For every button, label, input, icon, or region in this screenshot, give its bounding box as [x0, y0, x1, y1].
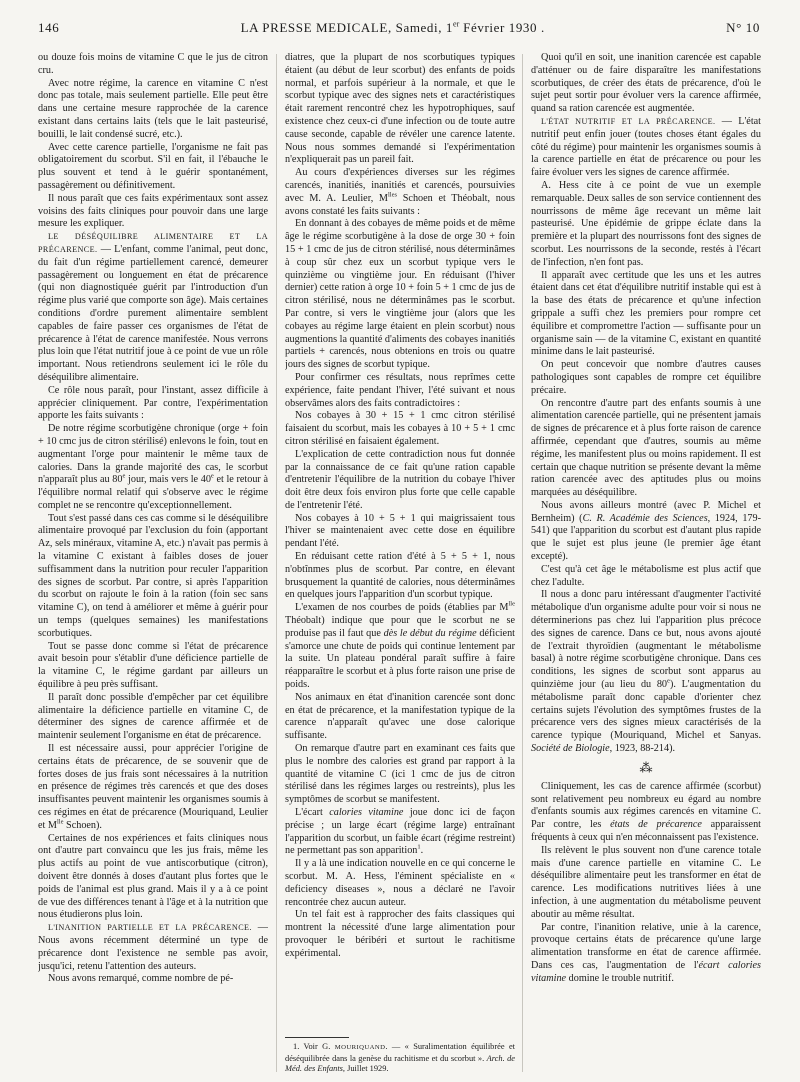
paragraph	[531, 52, 761, 116]
paragraph	[285, 807, 515, 858]
paragraph	[38, 692, 268, 743]
section-separator	[531, 761, 761, 777]
paragraph	[38, 513, 268, 641]
superscript: e	[210, 472, 214, 480]
text-run: On rencontre d'autre part des enfants soumis à une alimentation carencée partielle, qui ne présentent jamais de signes de précarence et à plus forte raison de carence affirmée, cependant que d'autres, soumis au même régime, les manifestent plus ou moins rapidement. Il est certain que chaque nutrition se présente devant la même ration carencée avec des aptitudes plus ou moins marquées au déséquilibre.	[531, 397, 761, 499]
text-run: Tout se passe donc comme si l'état de précarence avait besoin pour s'établir d'une déficience partielle de la vitamine C, le régime gardant par ailleurs un équilibre à peu près suffisant.	[38, 640, 268, 691]
text-column-middle	[285, 52, 515, 1074]
paragraph	[285, 602, 515, 692]
paragraph	[285, 167, 515, 218]
text-run: Nos cobayes à 30 + 15 + 1 cmc citron stérilisé faisaient du scorbut, mais les cobayes à 10 + 5 + 1 cmc citron stérilisé en faisaient également.	[285, 410, 515, 447]
issue-number: N° 10	[726, 20, 760, 35]
text-run: Il nous paraît que ces faits expérimentaux sont assez voisins des faits cliniques pour pouvoir dans une large mesure les expliquer.	[38, 192, 268, 230]
column-body	[38, 52, 268, 1074]
superscript: lle	[56, 818, 64, 826]
text-column-right	[531, 52, 761, 1074]
paragraph	[531, 845, 761, 922]
text-run: Nous avons ailleurs montré (avec P. Michel et Bernheim) (	[531, 499, 761, 524]
text-run: , 1924, 179-541) que l'apparition du scorbut est d'autant plus rapide que le sujet est plus jeune (le premier âge étant excepté).	[531, 512, 761, 563]
section-heading: L'INANITION PARTIELLE ET LA PRÉCARENCE.	[48, 923, 252, 933]
paragraph	[38, 973, 268, 986]
text-run: . — « Suralimentation équilibrée et déséquilibrée dans la genèse du rachitisme et du scorbut ».	[285, 1042, 515, 1063]
text-run: Au cours d'expériences diverses sur les régimes carencés, inanitiés, inanitiés et carencés, poursuivies avec M. A. Leulier, M	[285, 167, 515, 204]
italic-text: C. R. Académie des Sciences	[582, 512, 708, 524]
text-run: Quoi qu'il en soit, une inanition carencée est capable d'atténuer ou de faire disparaître les manifestations scorbutiques, de créer des états de précarence, d'où le sujet peut sortir pour évoluer vers la carence affirmée, quand sa ration carencée est augmentée.	[531, 52, 761, 115]
text-run: ou douze fois moins de vitamine C que le jus de citron cru.	[38, 52, 268, 76]
column-rule	[522, 54, 523, 1072]
text-run: ⁂	[639, 760, 653, 776]
paragraph	[38, 385, 268, 423]
text-run: jour, mais vers le 40	[125, 474, 211, 486]
paragraph	[531, 270, 761, 360]
paragraph	[531, 500, 761, 564]
paragraph	[38, 641, 268, 692]
text-run: Il paraît donc possible d'empêcher par cet équilibre alimentaire la déficience partielle en vitamine C, de déterminer des signes de carence affirmée et de maintenir seulement l'organisme en état de précarence.	[38, 691, 268, 742]
paragraph	[38, 423, 268, 513]
text-run: Pour confirmer ces résultats, nous reprîmes cette expérience, faite pendant l'hiver, l'été suivant et nous observâmes alors des faits contradictoires :	[285, 371, 515, 409]
superscript: lles	[388, 191, 398, 199]
footnote	[285, 1042, 515, 1074]
text-run: Avec cette carence partielle, l'organisme ne fait pas obligatoirement du scorbut. S'il en fait, il l'ébauche le plus souvent et tend à le guérir spontanément, passagèrement ou définitivement.	[38, 141, 268, 191]
superscript: e	[122, 472, 126, 480]
paragraph	[285, 551, 515, 602]
text-run: Schoen et Théobalt, nous avons constaté les faits suivants :	[285, 192, 515, 217]
text-run: Un tel fait est à rapprocher des faits classiques qui montrent la nécessité d'une large alimentation pour provoquer le béribéri et surtout le rachitisme expérimental.	[285, 909, 515, 959]
superscript: 1	[417, 844, 421, 852]
text-run: Il nous a donc paru intéressant d'augmenter l'activité métabolique d'un organisme adulte pour voir si nous ne déterminerions pas chez lui l'apparition plus précoce des signes de carence. Dans ce but, nous avons ajouté de l'extrait thyroïdien (augmentant le métabolisme basal) à notre régime scorbutigène chronique. Dans ces conditions, les signes de scorbut sont apparus au quinzième jour (au lieu du 80	[531, 589, 761, 691]
text-run: — L'enfant, comme l'animal, peut donc, du fait d'un régime partiellement carencé, demeurer passagèrement ou longuement en état de précarence (qui non diagnostiquée guérit par l'introduction d'un régime plus varié que comporte son âge). Mais certaines conditions d'ordre purement alimentaire semblent capables de faire passer ces organismes de l'état de précarence à l'état de carence manifestée. Nous verrons plus loin que l'état nutritif joue à ce point de vue un rôle important. Nous retiendrons seulement ici le rôle du déséquilibre alimentaire.	[38, 243, 268, 383]
text-run: De notre régime scorbutigène chronique (orge + foin + 10 cmc jus de citron stérilisé) enlevons le foin, tout en augmentant l'orge pour maintenir le même taux de calories. Dans la grande majorité des cas, le scorbut n'apparaît plus au 80	[38, 423, 268, 486]
footnotes	[285, 1031, 515, 1074]
paragraph	[531, 922, 761, 986]
text-run: Avec notre régime, la carence en vitamine C n'est donc pas totale, mais seulement partielle. Elle peut être dans une certaine mesure rapprochée de la carence existant dans certains laits (tels que le lait pasteurisé, bouilli, le lait condensé sucré, etc.).	[38, 77, 268, 140]
paragraph	[531, 359, 761, 397]
footnote-rule	[285, 1037, 349, 1038]
text-run: et le retour à l'équilibre normal relatif qui s'observe avec le régime complet ne se rencontre qu'exceptionnellement.	[38, 474, 268, 511]
text-run: Il est nécessaire aussi, pour apprécier l'origine de certains états de précarence, de se souvenir que de fortes doses de jus frais sont nécessaires à la nutrition en présence de régimes très carencés et que des doses insuffisantes peuvent maintenir les organismes soumis à ces régimes en état de précarence (Mouriquand, Leulier et M	[38, 743, 268, 831]
paragraph	[38, 743, 268, 833]
text-run: Ils relèvent le plus souvent non d'une carence totale mais d'une carence partielle en vitamine C. Le déséquilibre alimentaire peut les transformer en état de carence. Les modifications nutritives liées à une infection, à une augmentation du métabolisme peuvent aboutir au même résultat.	[531, 844, 761, 920]
superscript: e	[667, 677, 670, 685]
paragraph	[531, 781, 761, 845]
column-body	[285, 52, 515, 1031]
text-run: L'explication de cette contradiction nous fut donnée par la connaissance de ce fait qu'une ration capable d'entretenir l'équilibre de la nutrition du cobaye l'hiver doit être deux fois environ plus forte que celle capable de l'entretenir l'été.	[285, 448, 515, 511]
text-run: On peut concevoir que nombre d'autres causes pathologiques sont capables de rompre cet équilibre précaire.	[531, 359, 761, 396]
text-run: déficient s'amorce une chute de poids qui continue lentement par la suite. Un plateau pondéral paraît suffire à faire réapparaître le scorbut et à plus forte raison une prise de poids.	[285, 627, 515, 691]
page-header	[38, 20, 760, 40]
paragraph	[285, 743, 515, 807]
paragraph	[531, 564, 761, 590]
paragraph	[285, 218, 515, 372]
paragraph	[531, 398, 761, 500]
paragraph	[285, 449, 515, 513]
text-run: En réduisant cette ration d'été à 5 + 5 + 1, nous n'obtînmes plus de scorbut. Par contre, en élevant brusquement la quantité de calories, nous déterminâmes en quelques jours l'apparition d'un scorbut typique.	[285, 551, 515, 601]
text-run: Tout s'est passé dans ces cas comme si le déséquilibre alimentaire provoqué par l'exclusion du foin (apportant Az, sels minéraux, vitamine A, etc.) n'avait pas permis à la vitamine C existant à faibles doses de jouer suffisamment dans la nutrition pour reculer l'apparition des signes de scorbut. Par contre, si après l'apparition du scorbut on rajoute le foin à la ration (foin sec sans vitamine C), on tend à améliorer et même à guérir pour un temps (quelques semaines) les manifestations scorbutiques.	[38, 512, 268, 639]
section-heading: MOURIQUAND	[334, 1044, 386, 1052]
paragraph	[38, 78, 268, 142]
section-heading: L'ÉTAT NUTRITIF ET LA PRÉCARENCE.	[541, 116, 716, 126]
text-run: Nous avons remarqué, comme nombre de pé-	[48, 973, 234, 985]
text-run: On remarque d'autre part en examinant ces faits que plus le nombre des calories est grand par rapport à la quantité de vitamine C (ici 1 cmc de jus de citron stérilisé dans les régimes larges ou restreints), plus les symptômes de scorbut se manifestent.	[285, 743, 515, 806]
text-run: Théobalt) indique que pour que le scorbut ne se produise pas il faut que	[285, 615, 515, 639]
paragraph	[285, 513, 515, 551]
text-run: Cliniquement, les cas de carence affirmée (scorbut) sont relativement peu nombreux eu égard au nombre d'enfants soumis aux régimes carencés en vitamine C. Par contre, les	[531, 780, 761, 831]
text-run: L'écart	[295, 807, 330, 819]
paragraph	[531, 180, 761, 270]
text-run: En donnant à des cobayes de même poids et de même âge le régime scorbutigène à la dose de orge 30 + foin 15 + 1 cmc de jus de citron stérilisé, nous déterminâmes à coup sûr chez eux un scorbut typique vers le quinzième ou vingtième jour. En réduisant (l'hiver dernier) cette ration à orge 10 + foin 5 + 1 cmc de jus de citron stérilisé, nous ne déterminâmes pas le scorbut. Par contre, si vers le vingtième jour (alors que les cobayes au régime large étaient en plein scorbut) nous augmentions la quantité d'aliments des cobayes inanitiés partiels + carencés, nous obtenions en trois ou quatre jours des signes de scorbut typique.	[285, 218, 515, 371]
text-run: Certaines de nos expériences et faits cliniques nous ont d'autre part convaincu que les jus frais, même les plus actifs au point de vue antiscorbutique (citron), doivent être donnés à doses d'autant plus fortes que le poids de l'animal est plus grand. Mais il y a à ce point de vue des différences tenant à l'âge et à la nutrition que nous étudierons plus loin.	[38, 832, 268, 921]
paragraph	[285, 909, 515, 960]
text-run: 1. Voir G.	[293, 1042, 335, 1052]
italic-text: écart calories vitamine	[531, 959, 761, 984]
text-run: joue donc ici de façon précise ; un large écart (régime large) entraînant l'apparition du scorbut, un faible écart (régime restreint) ne permettant pas son apparition	[285, 807, 515, 857]
italic-text: Société de Biologie	[531, 743, 610, 755]
italic-text: états de précarence	[610, 819, 702, 831]
text-run: Ce rôle nous paraît, pour l'instant, assez difficile à apprécier cliniquement. Par contre, l'expérimentation apporte les faits suivants :	[38, 384, 268, 422]
text-run: Schoen).	[63, 819, 102, 831]
paragraph	[38, 142, 268, 193]
paragraph	[38, 922, 268, 973]
paragraph	[285, 692, 515, 743]
journal-date-text: Février 1930 .	[459, 20, 545, 35]
paragraph	[531, 116, 761, 180]
text-run: Nos animaux en état d'inanition carencée sont donc en état de précarence, et la manifestation typique de la carence n'apparaît qu'avec une dose calorique suffisante.	[285, 691, 515, 742]
paragraph	[285, 372, 515, 410]
page-number: 146	[38, 20, 60, 35]
paragraph	[38, 231, 268, 385]
italic-text: dès le début du régime	[383, 627, 477, 639]
text-run: A. Hess cite à ce point de vue un exemple remarquable. Deux salles de son service contiennent des nourrissons de même âge recevant un même lait pasteurisé. Une épidémie de grippe éclate dans la première et la plupart des nourrissons font des signes de scorbut. Les nourrissons de la seconde, restés à l'écart de l'infection, n'en font pas.	[531, 179, 761, 268]
text-run: , 1923, 88-214).	[609, 743, 676, 755]
text-run: — Nous avons récemment déterminé un type de précarence dont l'existence ne semble pas avoir, jusqu'ici, retenu l'attention des auteurs.	[38, 922, 268, 972]
text-column-left	[38, 52, 268, 1074]
paragraph	[285, 52, 515, 167]
text-run: Il y a là une indication nouvelle en ce qui concerne le scorbut. M. A. Hess, l'éminent spécialiste en « deficiency diseases », nous a déclaré ne l'avoir rencontrée chez aucun auteur.	[285, 858, 515, 908]
text-run: Nos cobayes à 10 + 5 + 1 qui maigrissaient tous l'hiver se maintenaient avec cette dose en équilibre pendant l'été.	[285, 512, 515, 550]
text-run: L'examen de nos courbes de poids (établies par M	[295, 602, 509, 614]
paragraph	[38, 52, 268, 78]
text-run: .	[420, 845, 424, 857]
date-ordinal-superscript: er	[453, 19, 460, 29]
paragraph	[531, 589, 761, 755]
text-run: domine le trouble nutritif.	[566, 972, 674, 984]
text-run: — L'état nutritif peut enfin jouer (toutes choses étant égales du côté du régime) pour maintenir les organismes soumis à la carence partielle en état de précarence ou pour les faire évoluer vers les signes de carence affirmée.	[531, 115, 761, 179]
column-body	[531, 52, 761, 1074]
text-run: ). L'augmentation du métabolisme paraît donc capable d'orienter chez certains sujets l'évolution des symptômes frustes de la précarence vers des signes mieux caractérisés de la carence typique (Mouriquand, Michel et Sanyas.	[531, 679, 761, 742]
superscript: lle	[508, 600, 515, 608]
text-run: Il apparaît avec certitude que les uns et les autres étaient dans cet état d'équilibre nutritif instable qui est à la base des états de précarence et qu'une infection grippale a suffi chez les premiers pour rompre cet équilibre et compromettre l'action — suffisante pour un organisme sain — de la vitamine C, existant en quantité minime dans le lait pasteurisé.	[531, 269, 761, 358]
column-rule	[276, 54, 277, 1072]
journal-title	[241, 20, 545, 36]
paragraph	[285, 858, 515, 909]
section-heading: LE DÉSÉQUILIBRE ALIMENTAIRE ET LA PRÉCARENCE.	[38, 232, 268, 254]
paragraph	[285, 410, 515, 448]
text-run: diatres, que la plupart de nos scorbutiques typiques étaient (au début de leur scorbut) des enfants de poids normal, et parfois supérieur à la normale, et que le scorbut typique avec des signes nets et caractéristiques était rarement rencontré chez les hypotrophiques, sauf existence chez ceux-ci d'une infection ou de toute autre cause seconde, capable de révéler une carence latente. Nous nous sommes demandé si l'expérimentation n'expliquerait pas un pareil fait.	[285, 52, 515, 166]
paragraph	[38, 193, 268, 231]
text-run: C'est qu'à cet âge le métabolisme est plus actif que chez l'adulte.	[531, 563, 761, 588]
text-run: apparaissent fréquents à ceux qui n'en méconnaissent pas l'existence.	[531, 819, 761, 844]
text-run: Par contre, l'inanition relative, unie à la carence, provoque certains états de précarence qu'une large alimentation transforme en état de carence affirmée. Dans ces cas, l'augmentation de l'	[531, 921, 761, 971]
paragraph	[38, 833, 268, 923]
italic-text: calories vitamine	[329, 807, 404, 819]
journal-title-text: LA PRESSE MEDICALE, Samedi, 1	[240, 20, 454, 35]
text-run: , Juillet 1929.	[342, 1063, 389, 1073]
italic-text: Arch. de Méd. des Enfants	[285, 1053, 515, 1073]
